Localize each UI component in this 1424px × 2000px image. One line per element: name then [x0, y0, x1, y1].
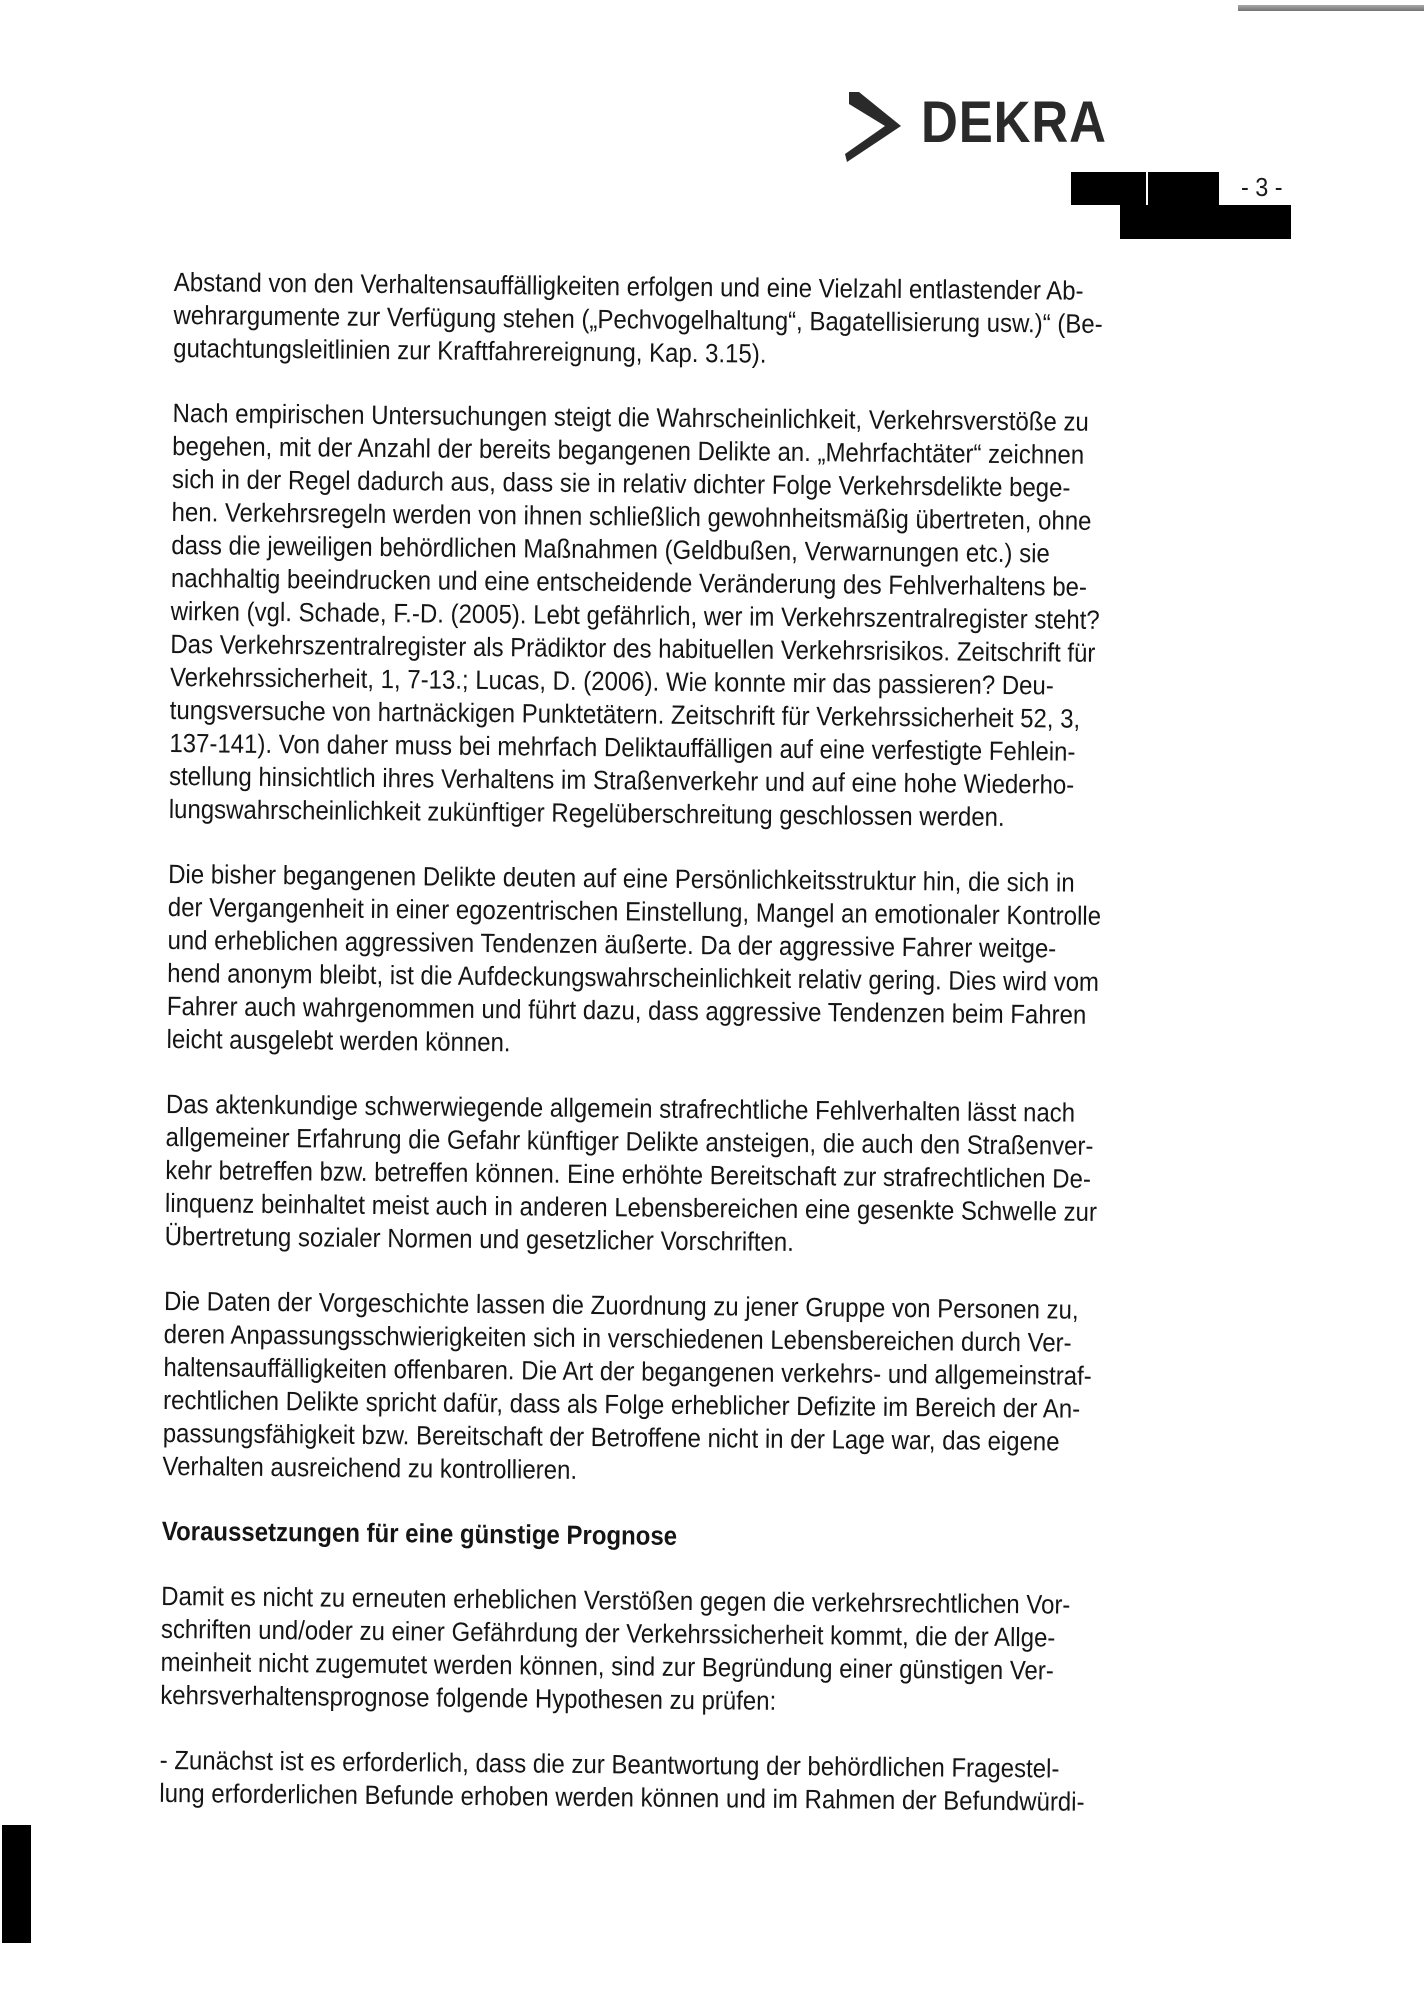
- redaction-block: [1120, 205, 1291, 239]
- text-line: deren Anpassungsschwierigkeiten sich in verschiedenen Lebensbereichen durch Ver-: [163, 1318, 1072, 1358]
- text-line: meinheit nicht zugemutet werden können, sind zur Begründung einer günstigen Ver-: [160, 1646, 1054, 1686]
- text-line: kehrsverhaltensprognose folgende Hypothesen zu prüfen:: [160, 1679, 777, 1716]
- text-line: Fahrer auch wahrgenommen und führt dazu, dass aggressive Tendenzen beim Fahren: [166, 990, 1087, 1030]
- scan-edge-mark: [2, 1825, 31, 1943]
- text-line: Damit es nicht zu erneuten erheblichen Verstößen gegen die verkehrsrechtlichen Vor-: [161, 1580, 1071, 1620]
- text-line: lung erforderlichen Befunde erhoben werden können und im Rahmen der Befundwürdi-: [159, 1777, 1085, 1817]
- text-line: linquenz beinhaltet meist auch in anderen Lebensbereichen eine gesenkte Schwelle zur: [164, 1187, 1098, 1227]
- text-line: dass die jeweiligen behördlichen Maßnahmen (Geldbußen, Verwarnungen etc.) sie: [171, 529, 1050, 569]
- text-line: leicht ausgelebt werden können.: [166, 1023, 511, 1058]
- text-line: kehr betreffen bzw. betreffen können. Eine erhöhte Bereitschaft zur strafrechtlichen De-: [165, 1154, 1092, 1194]
- heading-text: Voraussetzungen für eine günstige Prognose: [161, 1515, 678, 1551]
- text-line: und erheblichen aggressiven Tendenzen äußerte. Da der aggressive Fahrer weitge-: [167, 924, 1057, 964]
- text-line: Das Verkehrszentralregister als Prädiktor des habituellen Verkehrsrisikos. Zeitschrift für: [170, 628, 1096, 668]
- text-line: nachhaltig beeindrucken und eine entscheidende Veränderung des Fehlverhaltens be-: [170, 562, 1088, 602]
- section-heading: [162, 1515, 1312, 1559]
- document-body: [159, 266, 1324, 1853]
- text-line: rechtlichen Delikte spricht dafür, dass als Folge erheblicher Defizite im Bereich der An-: [162, 1384, 1081, 1424]
- text-line: Die Daten der Vorgeschichte lassen die Zuordnung zu jener Gruppe von Personen zu,: [163, 1285, 1079, 1325]
- dekra-arrow-logo-icon: [843, 90, 903, 162]
- text-line: gutachtungsleitlinien zur Kraftfahrereignung, Kap. 3.15).: [173, 332, 767, 369]
- text-line: haltensauffälligkeiten offenbaren. Die Art der begangenen verkehrs- und allgemeinstraf-: [163, 1351, 1092, 1391]
- paragraph-empirical-studies: [169, 397, 1323, 837]
- text-line: passungsfähigkeit bzw. Bereitschaft der Betroffene nicht in der Lage war, das eigene: [162, 1417, 1060, 1457]
- paragraph-criminal-record: [165, 1088, 1317, 1264]
- text-line: lungswahrscheinlichkeit zukünftiger Regelüberschreitung geschlossen werden.: [168, 793, 1005, 832]
- brand-name: DEKRA: [921, 90, 1107, 155]
- dekra-logo: [843, 90, 1113, 165]
- text-line: allgemeiner Erfahrung die Gefahr künftiger Delikte ansteigen, die auch den Straßenver-: [165, 1121, 1094, 1161]
- text-line: schriften und/oder zu einer Gefährdung der Verkehrssicherheit kommt, die der Allge-: [160, 1613, 1056, 1653]
- text-line: Nach empirischen Untersuchungen steigt die Wahrscheinlichkeit, Verkehrsverstöße zu: [172, 397, 1089, 437]
- paragraph-prognosis-intro: [160, 1580, 1311, 1723]
- text-line: hen. Verkehrsregeln werden von ihnen schließlich gewohnheitsmäßig übertreten, ohne: [171, 496, 1092, 536]
- text-line: Verkehrssicherheit, 1, 7-13.; Lucas, D. (2006). Wie konnte mir das passieren? Deu-: [169, 661, 1054, 701]
- text-line: sich in der Regel dadurch aus, dass sie in relativ dichter Folge Verkehrsdelikte bege-: [171, 463, 1071, 503]
- list-item-hypothesis-1: [159, 1744, 1310, 1821]
- paragraph-quote-end: [173, 266, 1324, 376]
- text-line: der Vergangenheit in einer egozentrischen Einstellung, Mangel an emotionaler Kontrolle: [167, 891, 1102, 931]
- redaction-block: [1148, 172, 1219, 205]
- text-line: stellung hinsichtlich ihres Verhaltens im Straßenverkehr und auf eine hohe Wiederho-: [168, 760, 1075, 800]
- scan-artifact-line: [1238, 5, 1424, 11]
- text-line: 137-141). Von daher muss bei mehrfach Deliktauffälligen auf eine verfestigte Fehlein-: [169, 727, 1076, 767]
- text-line: wehrargumente zur Verfügung stehen („Pechvogelhaltung“, Bagatellisierung usw.)“ (Be-: [173, 299, 1103, 339]
- text-line: wirken (vgl. Schade, F.-D. (2005). Lebt gefährlich, wer im Verkehrszentralregister steht?: [170, 595, 1100, 635]
- text-line: begehen, mit der Anzahl der bereits begangenen Delikte an. „Mehrfachtäter“ zeichnen: [172, 430, 1085, 470]
- page-number: - 3 -: [1241, 172, 1283, 202]
- paragraph-personality-structure: [166, 858, 1318, 1067]
- text-line: hend anonym bleibt, ist die Aufdeckungswahrscheinlichkeit relativ gering. Dies wird vom: [167, 957, 1100, 997]
- text-line: Verhalten ausreichend zu kontrollieren.: [162, 1450, 578, 1485]
- text-line: tungsversuche von hartnäckigen Punktetätern. Zeitschrift für Verkehrssicherheit 52, 3,: [169, 694, 1081, 734]
- paragraph-history-data: [162, 1285, 1314, 1494]
- text-line: Abstand von den Verhaltensauffälligkeiten erfolgen und eine Vielzahl entlastender Ab-: [173, 266, 1084, 306]
- redaction-block: [1071, 172, 1146, 205]
- text-line: Übertretung sozialer Normen und gesetzlicher Vorschriften.: [164, 1220, 794, 1257]
- text-line: Das aktenkundige schwerwiegende allgemein strafrechtliche Fehlverhalten lässt nach: [165, 1088, 1076, 1128]
- text-line: Die bisher begangenen Delikte deuten auf eine Persönlichkeitsstruktur hin, die sich in: [168, 858, 1075, 898]
- text-line: - Zunächst ist es erforderlich, dass die zur Beantwortung der behördlichen Fragestel-: [159, 1744, 1060, 1784]
